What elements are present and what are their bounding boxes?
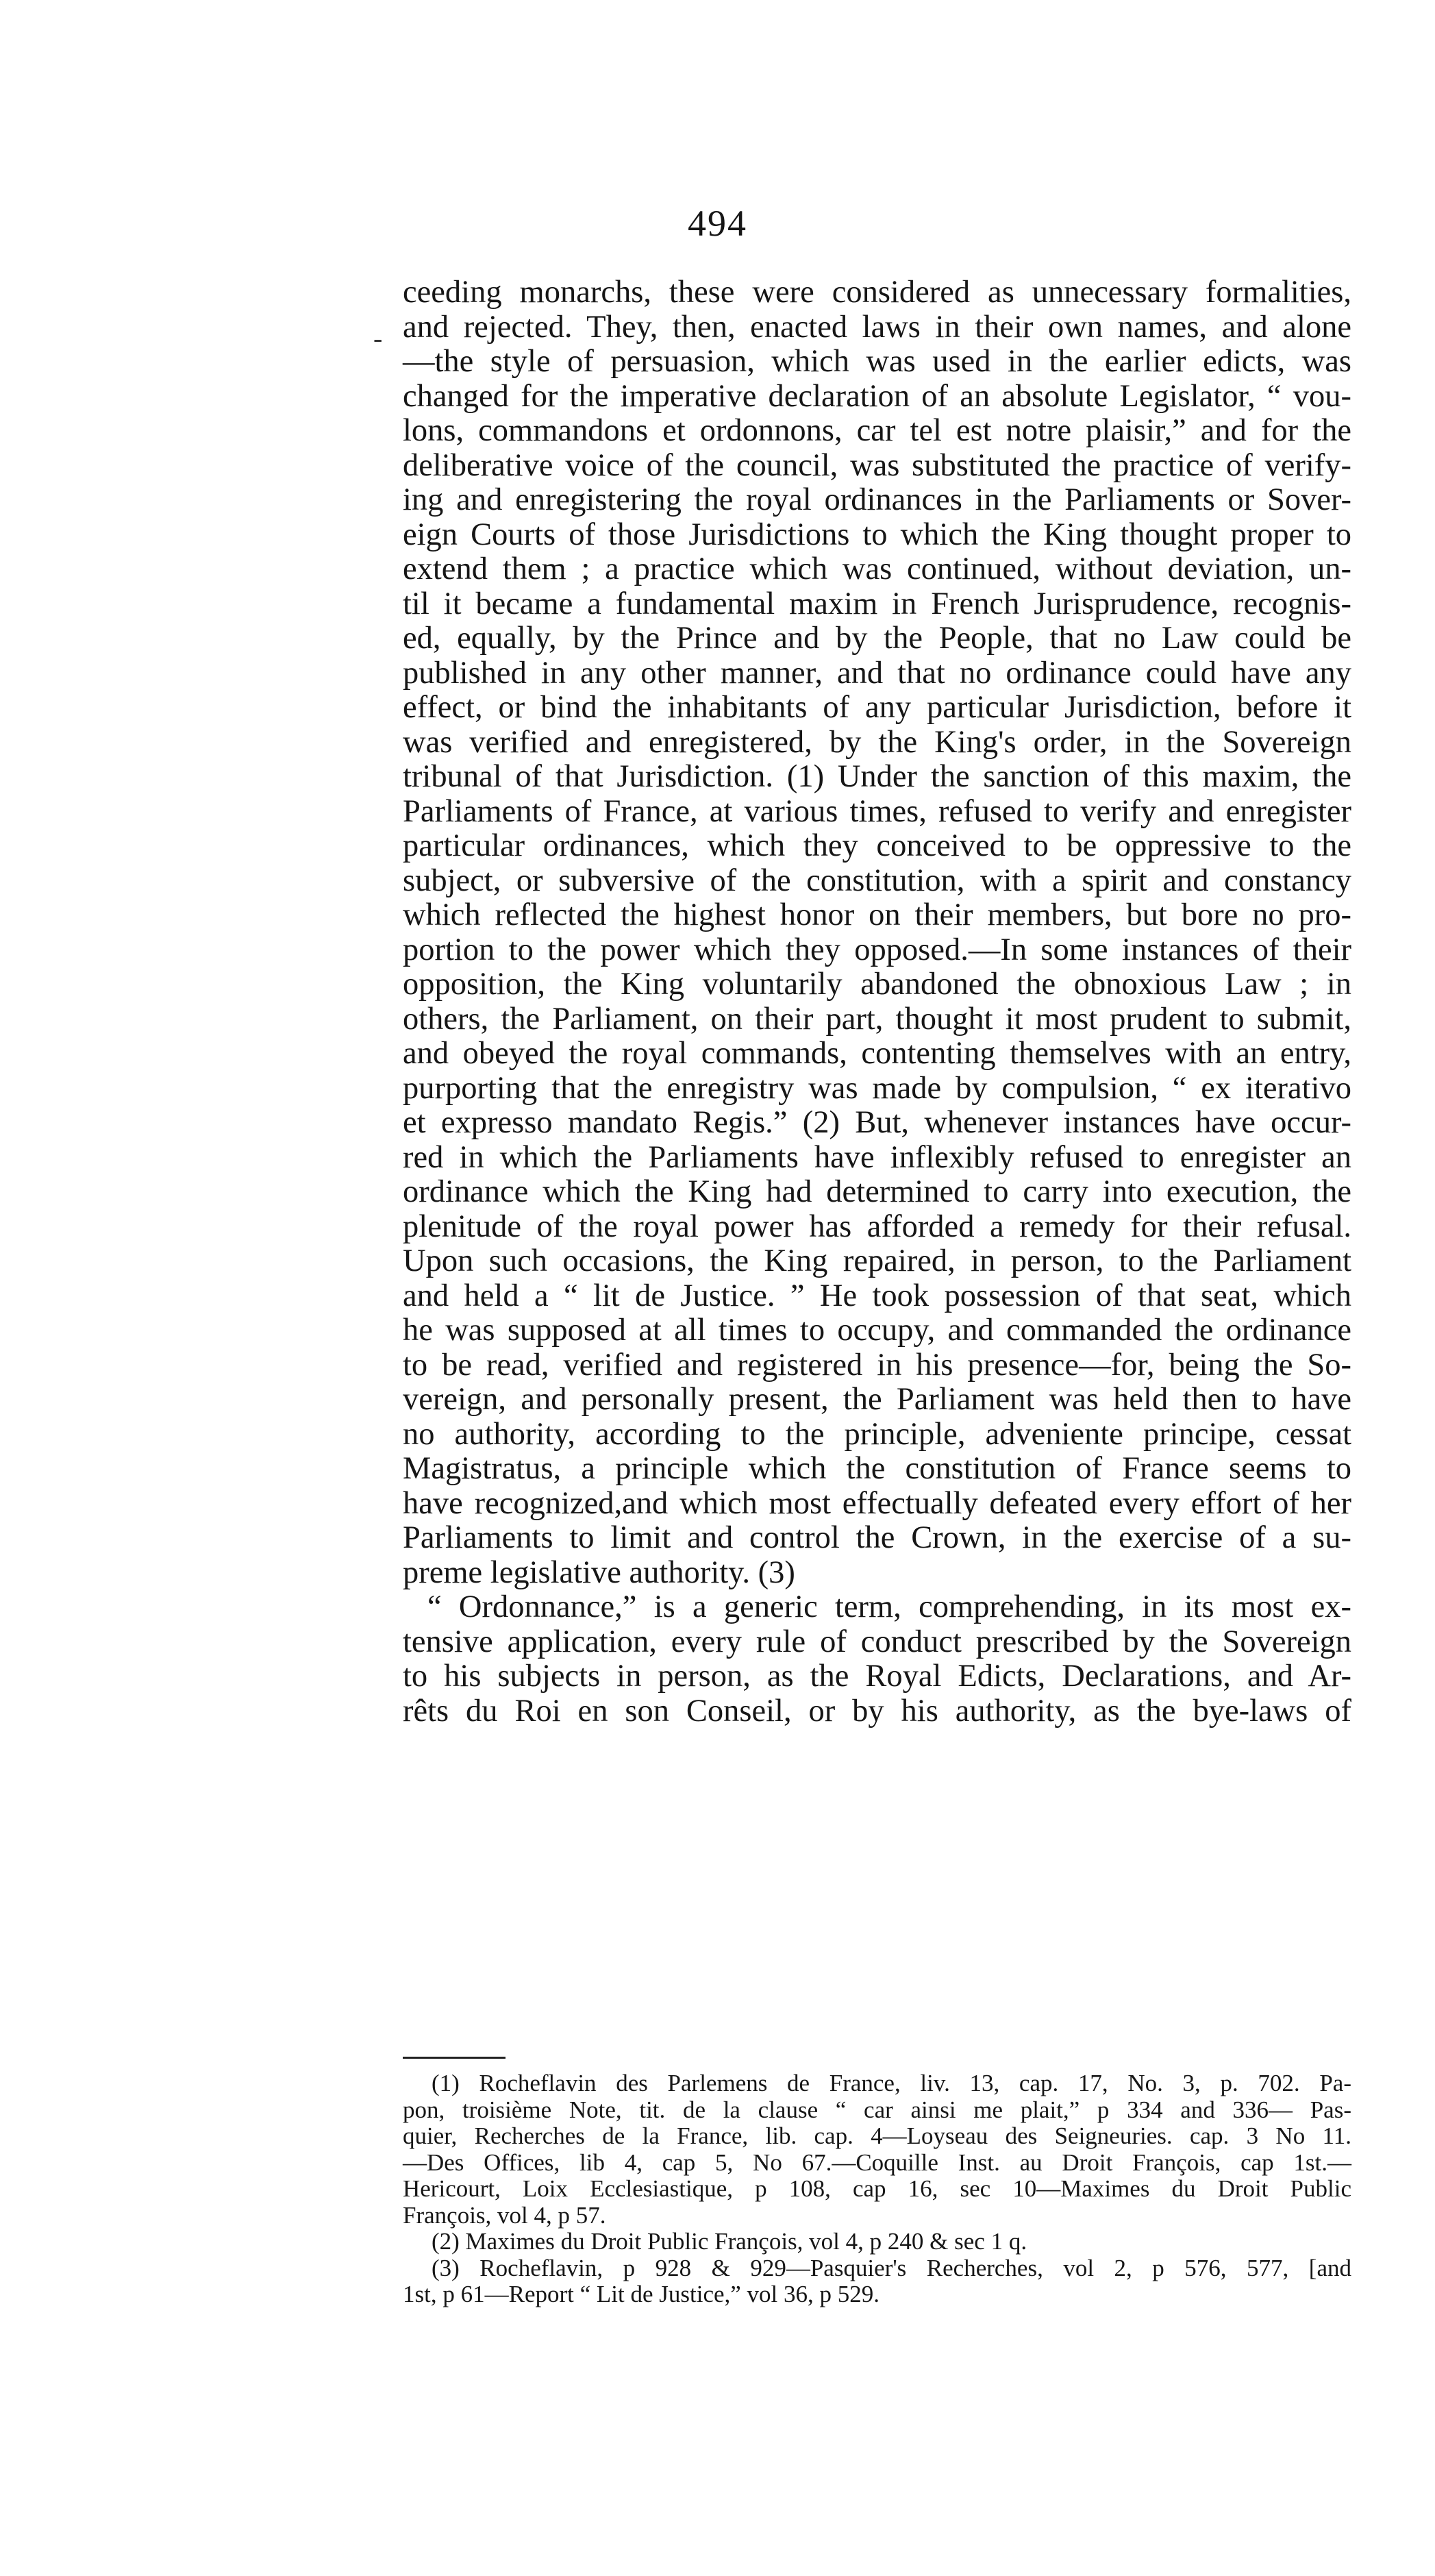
body-line-9: extend them ; a practice which was continued, without deviation, un- bbox=[403, 552, 1351, 586]
body-line-15: tribunal of that Jurisdiction. (1) Under the sanction of this maxim, the bbox=[403, 759, 1351, 794]
body-text bbox=[403, 275, 1351, 1729]
body-line-18: subject, or subversive of the constitution, with a spirit and constancy bbox=[403, 863, 1351, 898]
body-line-32: to be read, verified and registered in his presence—for, being the So- bbox=[403, 1347, 1351, 1383]
footnote-line-2: pon, troisième Note, tit. de la clause “ car ainsi me plait,” p 334 and 336— Pas- bbox=[403, 2096, 1351, 2123]
body-line-33: vereign, and personally present, the Parliament was held then to have bbox=[403, 1382, 1351, 1417]
body-line-23: and obeyed the royal commands, contenting themselves with an entry, bbox=[403, 1036, 1351, 1071]
body-line-24: purporting that the enregistry was made by compulsion, “ ex iterativo bbox=[403, 1070, 1351, 1106]
body-line-5: lons, commandons et ordonnons, car tel est notre plaisir,” and for the bbox=[403, 413, 1351, 448]
body-line-36: have recognized,and which most effectually defeated every effort of her bbox=[403, 1485, 1351, 1521]
body-line-12: published in any other manner, and that no ordinance could have any bbox=[403, 655, 1351, 691]
footnote-line-4: —Des Offices, lib 4, cap 5, No 67.—Coquille Inst. au Droit François, cap 1st.— bbox=[403, 2148, 1351, 2176]
body-line-42: rêts du Roi en son Conseil, or by his authority, as the bye-laws of bbox=[403, 1693, 1351, 1729]
body-line-30: and held a “ lit de Justice. ” He took possession of that seat, which bbox=[403, 1278, 1351, 1313]
body-line-6: deliberative voice of the council, was substituted the practice of verify- bbox=[403, 447, 1351, 483]
footnote-line-8: (3) Rocheflavin, p 928 & 929—Pasquier's Recherches, vol 2, p 576, 577, [and bbox=[432, 2254, 1351, 2281]
body-line-41: to his subjects in person, as the Royal Edicts, Declarations, and Ar- bbox=[403, 1659, 1351, 1694]
body-line-31: he was supposed at all times to occupy, and commanded the ordinance bbox=[403, 1313, 1351, 1348]
body-line-40: tensive application, every rule of conduct prescribed by the Sovereign bbox=[403, 1624, 1351, 1659]
margin-mark: - bbox=[373, 323, 383, 354]
body-line-27: ordinance which the King had determined to carry into execution, the bbox=[403, 1174, 1351, 1209]
body-line-39: “ Ordonnance,” is a generic term, comprehending, in its most ex- bbox=[427, 1589, 1351, 1624]
body-line-11: ed, equally, by the Prince and by the People, that no Law could be bbox=[403, 621, 1351, 656]
body-line-3: —the style of persuasion, which was used in the earlier edicts, was bbox=[403, 344, 1351, 379]
body-line-10: til it became a fundamental maxim in French Jurisprudence, recognis- bbox=[403, 586, 1351, 621]
body-line-29: Upon such occasions, the King repaired, in person, to the Parliament bbox=[403, 1243, 1351, 1278]
body-line-7: ing and enregistering the royal ordinances in the Parliaments or Sover- bbox=[403, 482, 1351, 517]
footnote-line-1: (1) Rocheflavin des Parlemens de France, liv. 13, cap. 17, No. 3, p. 702. Pa- bbox=[432, 2070, 1351, 2096]
body-line-20: portion to the power which they opposed.—In some instances of their bbox=[403, 932, 1351, 967]
footnote-line-3: quier, Recherches de la France, lib. cap. 4—Loyseau des Seigneuries. cap. 3 No 11. bbox=[403, 2122, 1351, 2149]
body-line-1: ceeding monarchs, these were considered as unnecessary formalities, bbox=[403, 275, 1351, 310]
page-number: 494 bbox=[688, 203, 747, 244]
body-line-37: Parliaments to limit and control the Crown, in the exercise of a su- bbox=[403, 1520, 1351, 1555]
body-line-16: Parliaments of France, at various times, refused to verify and enregister bbox=[403, 793, 1351, 829]
body-line-28: plenitude of the royal power has afforded a remedy for their refusal. bbox=[403, 1209, 1351, 1244]
body-line-21: opposition, the King voluntarily abandoned the obnoxious Law ; in bbox=[403, 967, 1351, 1002]
body-line-26: red in which the Parliaments have inflexibly refused to enregister an bbox=[403, 1139, 1351, 1175]
footnotes bbox=[403, 2070, 1351, 2308]
body-line-22: others, the Parliament, on their part, thought it most prudent to submit, bbox=[403, 1001, 1351, 1037]
body-line-25: et expresso mandato Regis.” (2) But, whenever instances have occur- bbox=[403, 1105, 1351, 1140]
footnote-divider bbox=[403, 2057, 506, 2059]
body-line-19: which reflected the highest honor on their members, but bore no pro- bbox=[403, 897, 1351, 932]
body-line-4: changed for the imperative declaration of an absolute Legislator, “ vou- bbox=[403, 378, 1351, 414]
body-line-13: effect, or bind the inhabitants of any particular Jurisdiction, before it bbox=[403, 690, 1351, 725]
body-line-2: and rejected. They, then, enacted laws in their own names, and alone bbox=[403, 309, 1351, 345]
footnote-line-7: (2) Maximes du Droit Public François, vol 4, p 240 & sec 1 q. bbox=[432, 2228, 1027, 2255]
body-line-17: particular ordinances, which they conceived to be oppressive to the bbox=[403, 828, 1351, 863]
body-line-38: preme legislative authority. (3) bbox=[403, 1555, 795, 1590]
body-line-35: Magistratus, a principle which the constitution of France seems to bbox=[403, 1451, 1351, 1486]
body-line-14: was verified and enregistered, by the King's order, in the Sovereign bbox=[403, 724, 1351, 760]
footnote-line-9: 1st, p 61—Report “ Lit de Justice,” vol 36, p 529. bbox=[403, 2281, 880, 2307]
body-line-8: eign Courts of those Jurisdictions to which the King thought proper to bbox=[403, 517, 1351, 552]
footnote-line-6: François, vol 4, p 57. bbox=[403, 2201, 606, 2229]
footnote-line-5: Hericourt, Loix Ecclesiastique, p 108, cap 16, sec 10—Maximes du Droit Public bbox=[403, 2175, 1351, 2202]
body-line-34: no authority, according to the principle, adveniente principe, cessat bbox=[403, 1416, 1351, 1452]
